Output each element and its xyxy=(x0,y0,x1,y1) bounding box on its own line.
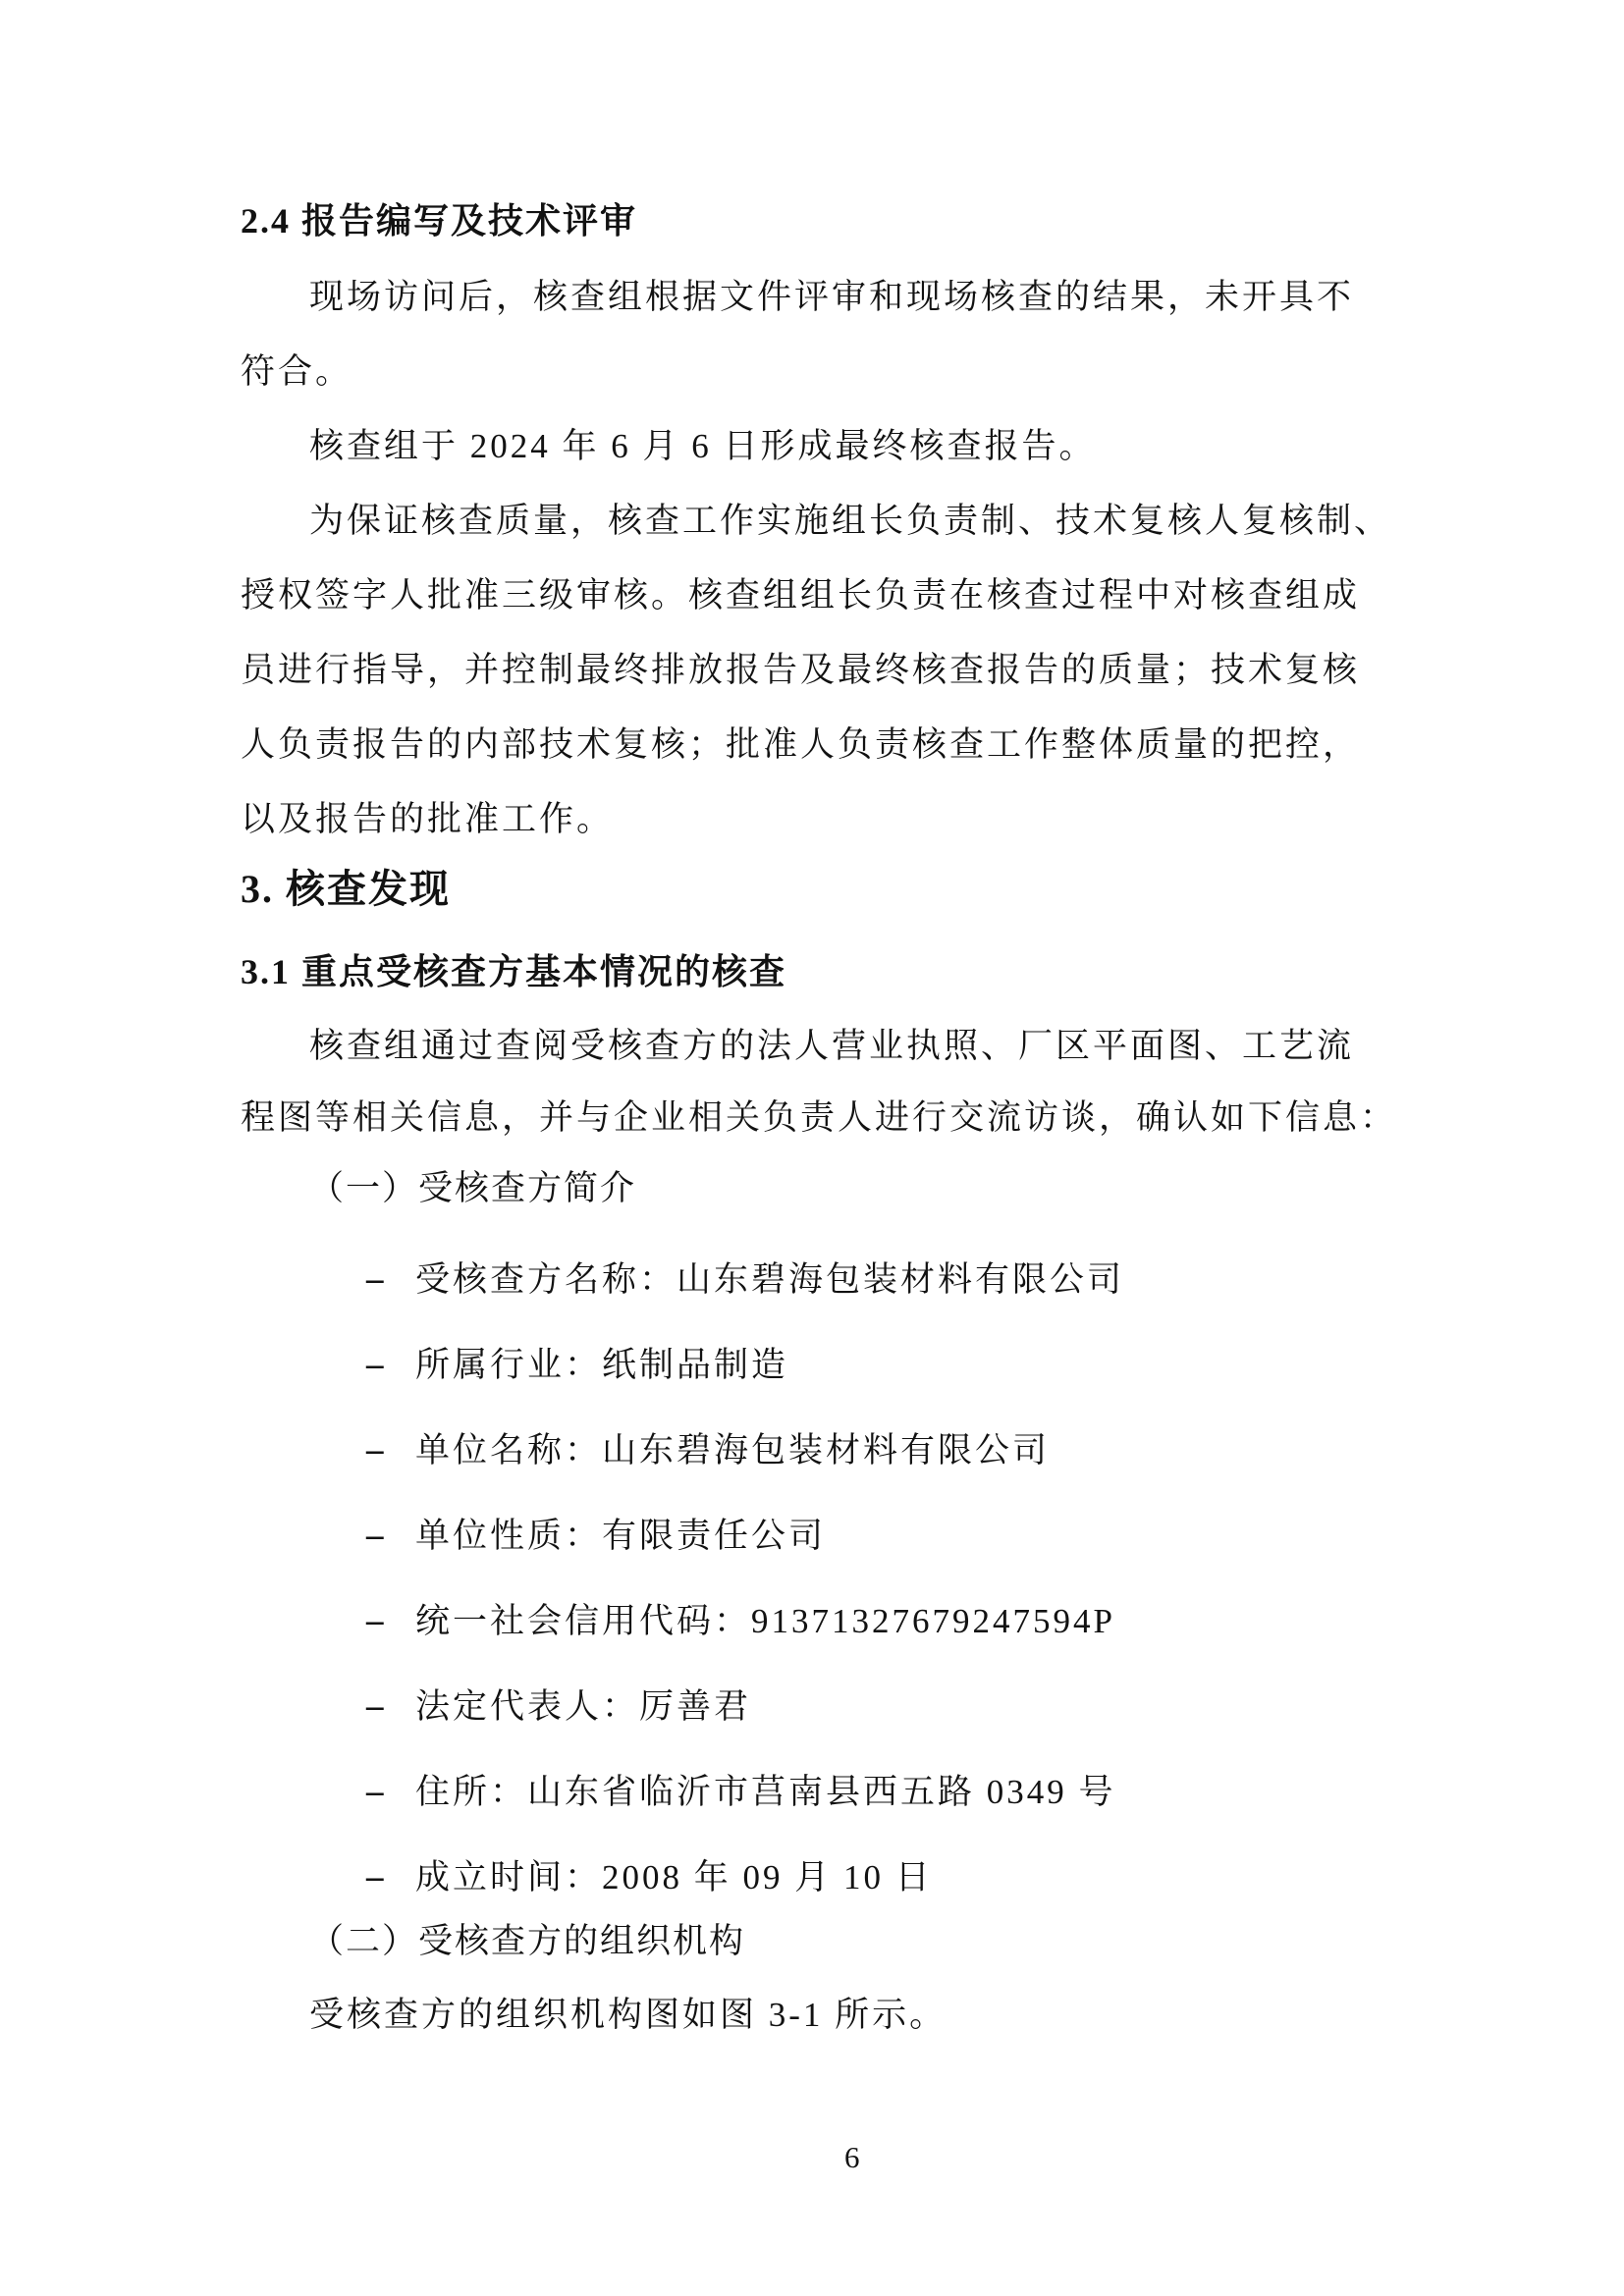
list-item-text: 受核查方名称：山东碧海包装材料有限公司 xyxy=(415,1260,1125,1299)
bullet-dash-icon: – xyxy=(366,1259,384,1298)
paragraph-line: 授权签字人批准三级审核。核查组组长负责在核查过程中对核查组成 xyxy=(241,576,1361,614)
paragraph-line: 人负责报告的内部技术复核；批准人负责核查工作整体质量的把控， xyxy=(241,725,1361,764)
bullet-dash-icon: – xyxy=(366,1857,384,1896)
list-item xyxy=(366,1345,788,1385)
list-item xyxy=(366,1772,1116,1812)
bullet-dash-icon: – xyxy=(366,1516,384,1554)
paragraph-line: 符合。 xyxy=(241,352,353,391)
section-3-1-heading: 3.1 重点受核查方基本情况的核查 xyxy=(241,952,787,991)
list-item-text: 所属行业：纸制品制造 xyxy=(415,1346,789,1384)
paragraph-line: 核查组于 2024 年 6 月 6 日形成最终核查报告。 xyxy=(309,427,1097,465)
bullet-dash-icon: – xyxy=(366,1772,384,1810)
paragraph-line: 核查组通过查阅受核查方的法人营业执照、厂区平面图、工艺流 xyxy=(309,1027,1355,1065)
list-item xyxy=(366,1857,933,1897)
list-one-title: （一）受核查方简介 xyxy=(309,1169,637,1207)
paragraph-line: 员进行指导，并控制最终排放报告及最终核查报告的质量；技术复核 xyxy=(241,651,1361,689)
list-item xyxy=(366,1516,826,1556)
section-3-heading: 3. 核查发现 xyxy=(241,867,451,911)
list-item xyxy=(366,1686,751,1727)
list-item xyxy=(366,1259,1124,1300)
section-2-4-heading: 2.4 报告编写及技术评审 xyxy=(241,201,638,240)
list-item-text: 法定代表人：厉善君 xyxy=(415,1687,752,1726)
bullet-dash-icon: – xyxy=(366,1345,384,1383)
bullet-dash-icon: – xyxy=(366,1686,384,1725)
bullet-dash-icon: – xyxy=(366,1430,384,1468)
paragraph-line: 程图等相关信息，并与企业相关负责人进行交流访谈，确认如下信息： xyxy=(241,1098,1398,1137)
paragraph-line: 以及报告的批准工作。 xyxy=(241,800,615,838)
list-item-text: 成立时间：2008 年 09 月 10 日 xyxy=(415,1858,933,1896)
list-item xyxy=(366,1601,1115,1641)
page-number: 6 xyxy=(844,2140,860,2174)
list-item-text: 住所：山东省临沂市莒南县西五路 0349 号 xyxy=(415,1773,1116,1811)
list-item-text: 单位性质：有限责任公司 xyxy=(415,1517,827,1555)
list-two-title: （二）受核查方的组织机构 xyxy=(309,1922,746,1960)
list-item-text: 统一社会信用代码：91371327679247594P xyxy=(415,1602,1115,1640)
paragraph-line: 为保证核查质量，核查工作实施组长负责制、技术复核人复核制、 xyxy=(309,502,1392,540)
bullet-dash-icon: – xyxy=(366,1601,384,1639)
paragraph-line: 受核查方的组织机构图如图 3-1 所示。 xyxy=(309,1996,947,2034)
list-item xyxy=(366,1430,1050,1470)
paragraph-line: 现场访问后，核查组根据文件评审和现场核查的结果，未开具不 xyxy=(309,278,1355,316)
list-item-text: 单位名称：山东碧海包装材料有限公司 xyxy=(415,1431,1051,1469)
